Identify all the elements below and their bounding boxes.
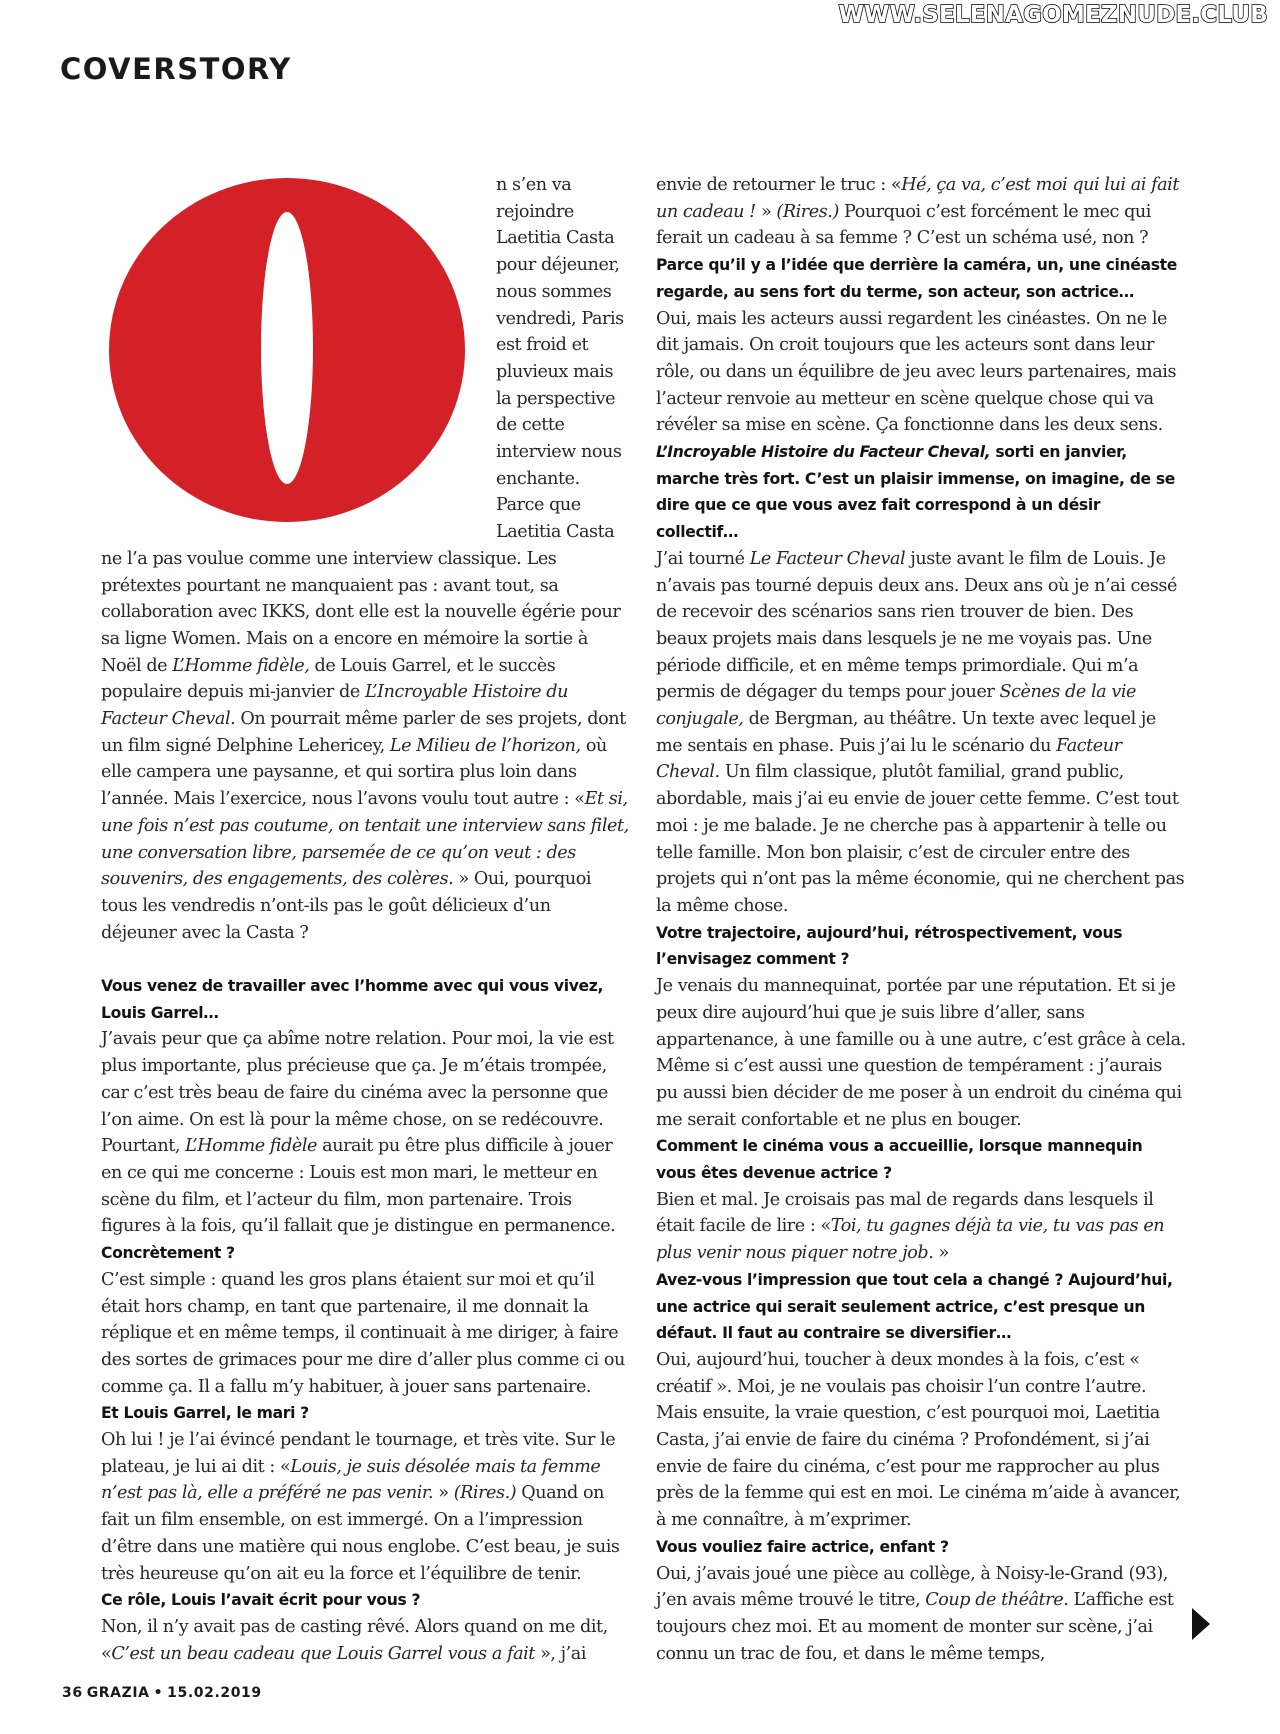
right-paragraph-5 [656,1187,1186,1267]
left-question-2 [101,1240,631,1267]
text-run: Non, il n’y avait pas de casting rêvé. Alors quand on me dit, « [101,1616,608,1664]
italic-text: C’est un beau cadeau que Louis Garrel vous a fait [111,1643,535,1664]
text-run: de Louis Garrel, et le succès populaire depuis mi-janvier de [101,655,556,703]
text-run: On pourrait même parler de ses projets, dont un film signé Delphine Lehericey, [101,709,626,756]
italic-text: L’Incroyable Histoire du Facteur Cheval, [656,443,991,462]
text-run: » Oui, pourquoi tous les vendredis n’ont-ils pas le goût délicieux d’un déjeuner avec la Casta ? [101,869,592,943]
drop-cap [101,174,496,534]
left-paragraph-4 [101,1427,631,1587]
article-column-left [101,172,631,1667]
text-run: Oui, mais les acteurs aussi regardent les cinéastes. On ne le dit jamais. On croit toujours que les acteurs sont dans leur rôle, ou dans un équilibre de jeu avec leurs partenaires, mais l’acteur renvoie au metteur en scène quelque chose qui va révéler sa mise en scène. Ça fonctionne dans les deux sens. [656,308,1177,436]
right-question-6 [656,1534,1186,1561]
text-run: n s’en va rejoindre Laetitia Casta pour déjeuner, nous sommes vendredi, Paris est froid et pluvieux mais la perspective de cette interview nous enchante. Parce que Laetitia Casta ne l’a pas voulue comme une interview classique. Les prétextes pourtant ne manquaient pas : avant tout, sa collaboration avec IKKS, dont elle est la nouvelle égérie pour sa ligne Women. Mais on a encore en mémoire la sortie à Noël de [101,175,624,676]
drop-cap-graphic [101,174,496,534]
right-paragraph-2 [656,306,1186,440]
italic-text: Le Milieu de l’horizon, [389,735,581,756]
section-label: COVERSTORY [60,52,292,86]
text-run: Bien et mal. Je croisais pas mal de regards dans lesquels il était facile de lire : « [656,1189,1154,1237]
text-run: Vous venez de travailler avec l’homme avec qui vous vivez, Louis Garrel… [101,977,604,1022]
italic-text: L’Homme fidèle, [172,655,310,676]
italic-text: (Rires.) [776,201,839,222]
italic-text: Hé, ça va, c’est moi qui lui ai fait un cadeau ! [656,175,1179,222]
left-paragraph-2 [101,1026,631,1240]
text-run: de Bergman, au théâtre. Un texte avec lequel je me sentais en phase. Puis j’ai lu le scénario du [656,709,1156,756]
issue-date: 15.02.2019 [167,1685,262,1701]
right-question-1 [656,252,1186,305]
right-paragraph-1 [656,172,1186,252]
paragraph-spacer [101,946,631,973]
footer-separator: • [153,1685,164,1701]
italic-text: Coup de théâtre. [925,1590,1069,1611]
italic-text: Le Facteur Cheval [749,548,906,569]
text-run: où elle campera une paysanne, et qui sortira plus loin dans l’année. Mais l’exercice, nous l’avons voulu tout autre : « [101,735,607,810]
right-question-5 [656,1267,1186,1347]
italic-text: (Rires.) [453,1483,517,1504]
left-question-3 [101,1400,631,1427]
text-run: Oui, aujourd’hui, toucher à deux mondes à la fois, c’est « créatif ». Moi, je ne voulais pas choisir l’un contre l’autre. Mais ensuite, la vraie question, c’est pourquoi moi, Laetitia Casta, j’ai envie de faire du cinéma ? Profondément, si j’ai envie de faire du cinéma, c’est pour me rapprocher au plus près de la femme qui est en moi. Le cinéma m’aide à avancer, à me connaître, à m’exprimer. [656,1349,1181,1531]
text-run: Concrètement ? [101,1244,235,1263]
page-footer [62,1685,266,1701]
right-paragraph-7 [656,1561,1186,1668]
right-paragraph-3 [656,546,1186,920]
text-run: Vous vouliez faire actrice, enfant ? [656,1537,949,1556]
magazine-name: GRAZIA [86,1685,150,1701]
text-run: Parce qu’il y a l’idée que derrière la caméra, un, une cinéaste regarde, au sens fort du terme, son acteur, son actrice… [656,256,1177,301]
right-question-4 [656,1133,1186,1186]
page-number: 36 [62,1685,83,1701]
drop-cap-letter [109,178,465,522]
text-run: » [755,201,777,222]
right-question-3 [656,920,1186,973]
left-paragraph-5 [101,1614,631,1667]
right-paragraph-4 [656,973,1186,1133]
text-run: Comment le cinéma vous a accueillie, lorsque mannequin vous êtes devenue actrice ? [656,1137,1143,1183]
text-run: Oui, j’avais joué une pièce au collège, à Noisy-le-Grand (93), j’en avais même trouvé le titre, [656,1563,1168,1611]
article-column-right [656,172,1186,1667]
article-body-right [656,172,1186,1667]
text-run: Ce rôle, Louis l’avait écrit pour vous ? [101,1591,421,1610]
right-question-2 [656,439,1186,546]
watermark: WWW.SELENAGOMEZNUDE.CLUB [838,2,1268,28]
text-run: sorti en janvier, marche très fort. C’est un plaisir immense, on imagine, de se dire que ce que vous avez fait correspond à un désir collectif… [656,443,1175,542]
italic-text: Scènes de la vie conjugale, [656,682,1136,730]
text-run: Un film classique, plutôt familial, grand public, abordable, mais j’ai eu envie de jouer cette femme. C’est tout moi : je me balade. Je ne cherche pas à appartenir à telle ou telle famille. Mon bon plaisir, c’est de circuler entre des projets qui n’ont pas la même économie, qui ne cherchent pas la même chose. [656,762,1185,916]
italic-text: L’Incroyable Histoire du Facteur Cheval. [101,682,568,730]
left-question-4 [101,1587,631,1614]
right-paragraph-6 [656,1347,1186,1534]
left-paragraph-3 [101,1267,631,1401]
italic-text: Toi, tu gagnes déjà ta vie, tu vas pas en plus venir nous piquer notre job. [656,1216,1165,1264]
italic-text: Louis, je suis désolée mais ta femme n’est pas là, elle a préféré ne pas venir. [101,1456,601,1504]
text-run: Pourquoi c’est forcément le mec qui ferait un cadeau à sa femme ? C’est un schéma usé, non ? [656,201,1151,249]
text-run: L’affiche est toujours chez moi. Et au moment de monter sur scène, j’ai connu un trac de fou, et dans le même temps, [656,1590,1174,1664]
text-run: J’avais peur que ça abîme notre relation. Pour moi, la vie est plus importante, plus précieuse que ça. Je m’étais trompée, car c’est très beau de faire du cinéma avec la personne que l’on aime. On est là pour la même chose, on se redécouvre. Pourtant, [101,1029,614,1157]
italic-text: L’Homme fidèle [185,1136,318,1157]
left-question-1 [101,973,631,1026]
text-run: juste avant le film de Louis. Je n’avais pas tourné depuis deux ans. Deux ans où je n’ai cessé de recevoir des scénarios sans rien trouver de bien. Des beaux projets mais dans lesquels je ne me voyais pas. Une période difficile, et en même temps primordiale. Qui m’a permis de dégager du temps pour jouer [656,548,1177,703]
italic-text: Facteur Cheval. [656,735,1122,783]
text-run: envie de retourner le truc : « [656,175,902,195]
text-run: » [433,1483,454,1504]
text-run: » [933,1243,949,1264]
text-run: J’ai tourné [656,548,750,569]
text-run: Avez-vous l’impression que tout cela a changé ? Aujourd’hui, une actrice qui serait seulement actrice, c’est presque un défaut. Il faut au contraire se diversifier… [656,1270,1173,1343]
italic-text: Et si, une fois n’est pas coutume, on tentait une interview sans filet, une conversation libre, parsemée de ce qu’on veut : des souvenirs, des engagements, des colères. [101,789,629,890]
text-run: Je venais du mannequinat, portée par une réputation. Et si je peux dire aujourd’hui que je suis libre d’aller, sans appartenance, à une famille ou à une autre, c’est grâce à cela. Même si c’est aussi une question de tempérament : j’aurais pu aussi bien décider de me poser à un endroit du cinéma qui me serait confortable et ne plus en bouger. [656,976,1186,1130]
text-run: », j’ai [534,1643,587,1664]
text-run: C’est simple : quand les gros plans étaient sur moi et qu’il était hors champ, en tant que partenaire, il me donnait la réplique et en même temps, il continuait à me diriger, à faire des sortes de grimaces pour me dire d’aller plus comme ci ou comme ça. Il a fallu m’y habituer, à jouer sans partenaire. [101,1269,625,1397]
text-run: aurait pu être plus difficile à jouer en ce qui me concerne : Louis est mon mari, le metteur en scène du film, et l’acteur du film, mon partenaire. Trois figures à la fois, qu’il fallait que je distingue en permanence. [101,1136,616,1237]
text-run: Et Louis Garrel, le mari ? [101,1404,309,1423]
text-run: Oh lui ! je l’ai évincé pendant le tournage, et très vite. Sur le plateau, je lui ai dit : « [101,1430,616,1477]
text-run: Quand on fait un film ensemble, on est immergé. On a l’impression d’être dans une matière qui nous englobe. C’est beau, je suis très heureuse qu’on ait eu la force et l’équilibre de tenir. [101,1483,620,1584]
next-page-arrow-icon[interactable] [1192,1608,1210,1640]
text-run: Votre trajectoire, aujourd’hui, rétrospectivement, vous l’envisagez comment ? [656,923,1123,969]
